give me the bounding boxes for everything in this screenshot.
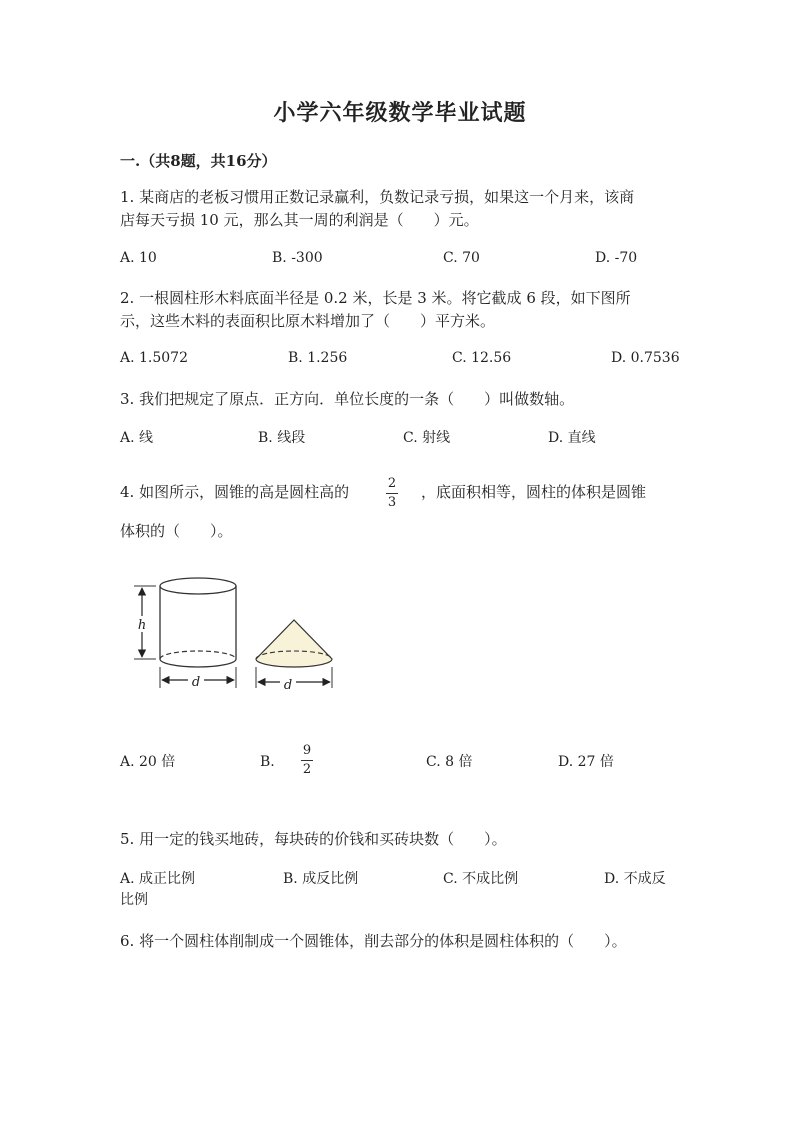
- page-title: 小学六年级数学毕业试题: [273, 100, 527, 126]
- question-5-option-b[interactable]: B. 成反比例: [283, 871, 359, 887]
- question-1-line-2: 店每天亏损 10 元，那么其一周的利润是（ ）元。: [120, 211, 479, 229]
- question-4-option-b-fraction: [301, 744, 313, 777]
- question-3-option-d[interactable]: D. 直线: [548, 430, 596, 446]
- question-4-option-c[interactable]: C. 8 倍: [426, 754, 473, 770]
- fraction-denominator: 3: [387, 495, 397, 510]
- cylinder-shape: [160, 578, 236, 667]
- question-2-option-c[interactable]: C. 12.56: [452, 350, 512, 366]
- question-4-option-a[interactable]: A. 20 倍: [120, 754, 176, 770]
- cylinder-cone-figure: [120, 570, 350, 700]
- fraction-bar: [301, 760, 313, 761]
- question-3-line-1: 3. 我们把规定了原点．正方向．单位长度的一条（ ）叫做数轴。: [120, 390, 575, 408]
- question-5-option-d[interactable]: D. 不成反: [604, 871, 666, 887]
- question-1-option-a[interactable]: A. 10: [120, 250, 157, 266]
- question-2-stem: [120, 287, 631, 333]
- fraction-bar: [386, 493, 398, 494]
- question-1-option-d[interactable]: D. -70: [595, 250, 638, 266]
- question-4-fraction: [386, 477, 398, 510]
- question-2-option-b[interactable]: B. 1.256: [288, 350, 348, 366]
- question-6-line-1: 6. 将一个圆柱体削制成一个圆锥体，削去部分的体积是圆柱体积的（ ）。: [120, 932, 627, 950]
- question-4-option-d[interactable]: D. 27 倍: [558, 754, 614, 770]
- cone-shape: [256, 620, 332, 667]
- question-4-stem-c: 体积的（ ）。: [120, 522, 233, 540]
- question-3-option-b[interactable]: B. 线段: [258, 430, 306, 446]
- question-2-option-a[interactable]: A. 1.5072: [120, 350, 188, 366]
- question-5-option-c[interactable]: C. 不成比例: [443, 871, 519, 887]
- section-heading: 一.（共8题，共16分）: [120, 152, 277, 170]
- height-label: h: [137, 618, 147, 633]
- question-1-line-1: 1. 某商店的老板习惯用正数记录赢利，负数记录亏损，如果这一个月来，该商: [120, 188, 635, 206]
- question-1-stem: [120, 186, 634, 232]
- question-4-stem-b: ，底面积相等，圆柱的体积是圆锥: [421, 483, 647, 501]
- cone-diameter-label: d: [283, 678, 293, 693]
- question-2-line-2: 示，这些木料的表面积比原木料增加了（ ）平方米。: [120, 312, 496, 330]
- question-4-stem-a: 4. 如图所示，圆锥的高是圆柱高的: [120, 483, 350, 501]
- question-4-option-b[interactable]: B.: [260, 754, 275, 770]
- cylinder-diameter-label: d: [191, 675, 201, 690]
- question-6-stem: [120, 930, 627, 953]
- fraction-numerator: 2: [387, 476, 397, 491]
- cone-diameter-dimension: [256, 667, 332, 690]
- question-2-line-1: 2. 一根圆柱形木料底面半径是 0.2 米，长是 3 米。将它截成 6 段，如下图所: [120, 289, 631, 307]
- question-5-line-1: 5. 用一定的钱买地砖，每块砖的价钱和买砖块数（ ）。: [120, 830, 507, 848]
- question-3-option-a[interactable]: A. 线: [120, 430, 154, 446]
- question-5-stem: [120, 828, 507, 851]
- question-1-option-c[interactable]: C. 70: [443, 250, 480, 266]
- question-5-option-a[interactable]: A. 成正比例: [120, 871, 196, 887]
- question-5-option-d-wrap: 比例: [120, 892, 148, 908]
- question-3-stem: [120, 388, 574, 411]
- fraction-denominator: 2: [302, 762, 312, 777]
- fraction-numerator: 9: [302, 743, 312, 758]
- question-2-option-d[interactable]: D. 0.7536: [611, 350, 680, 366]
- question-3-option-c[interactable]: C. 射线: [403, 430, 451, 446]
- question-1-option-b[interactable]: B. -300: [272, 250, 323, 266]
